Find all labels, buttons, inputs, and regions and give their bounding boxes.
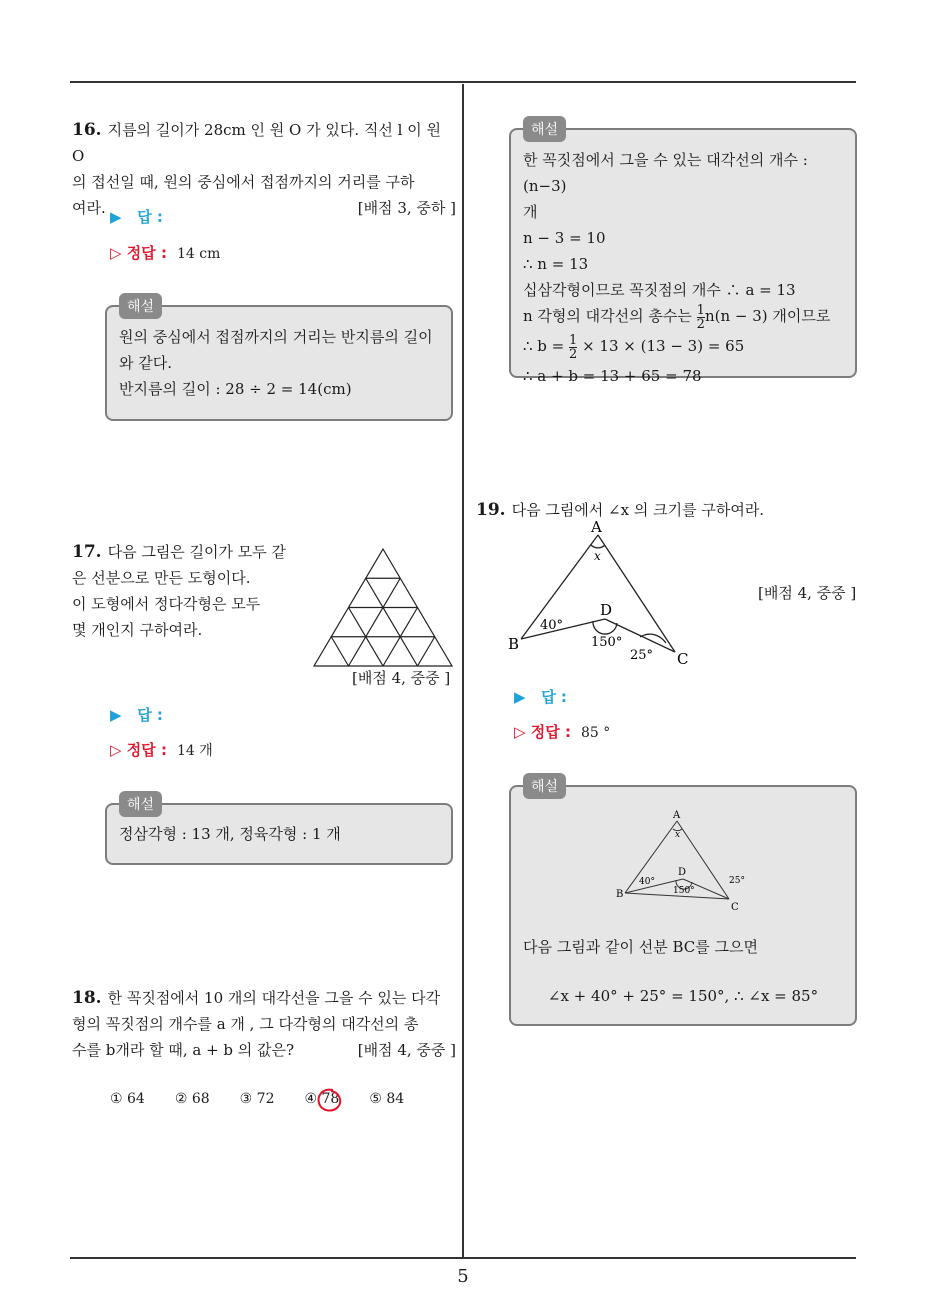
vertex-label-c: C	[677, 650, 689, 668]
explanation-tag: 해설	[523, 773, 566, 799]
score-meta: [배점 3, 중하 ]	[357, 199, 456, 217]
angle-150-label: 150°	[591, 635, 623, 650]
top-rule	[70, 81, 856, 83]
answer-row	[110, 704, 163, 725]
question-text: 수를 b개라 할 때, a + b 의 값은?	[72, 1041, 295, 1059]
question-text: 이 도형에서 정다각형은 모두	[72, 595, 261, 613]
vertex-label-a: A	[673, 810, 681, 821]
explanation-line: ∴ n = 13	[523, 255, 589, 273]
correct-value: 85 °	[580, 725, 611, 741]
choice-3[interactable]: ③ 72	[239, 1091, 275, 1107]
question-18	[72, 985, 456, 1063]
angle-40-label: 40°	[540, 618, 564, 633]
answer-label: 답 :	[137, 706, 163, 724]
score-meta: [배점 4, 중중 ]	[357, 1041, 456, 1059]
correct-answer-row	[110, 242, 220, 263]
angle-40-label: 40°	[639, 877, 655, 887]
fraction: $\frac{1}{2}$	[569, 332, 578, 362]
vertex-label-b: B	[508, 635, 520, 653]
explanation-tag: 해설	[523, 116, 566, 142]
triangle-grid-figure	[308, 545, 458, 670]
angle-25-label: 25°	[630, 648, 654, 663]
angle-figure	[500, 515, 700, 670]
explanation-line: n 각형의 대각선의 총수는 $\frac{1}{2}$ n(n − 3) 개이므로	[523, 302, 831, 332]
answer-row	[514, 686, 567, 707]
explanation-tag: 해설	[119, 293, 162, 319]
triangle-outline-icon: ▷	[514, 723, 526, 741]
question-text: 지름의 길이가 28cm 인 원 O 가 있다. 직선 l 이 원 O	[72, 121, 441, 165]
answer-row	[110, 206, 163, 227]
choice-list	[110, 1091, 434, 1107]
explanation-line: 다음 그림과 같이 선분 BC를 그으면	[523, 938, 758, 956]
explanation-line: 반지름의 길이 : 28 ÷ 2 = 14(cm)	[119, 380, 352, 398]
explanation-tag: 해설	[119, 791, 162, 817]
vertex-label-d: D	[600, 601, 613, 619]
choice-4[interactable]: ④ 78	[304, 1091, 340, 1107]
triangle-outline-icon: ▷	[110, 244, 122, 262]
explanation-line: ∠x + 40° + 25° = 150°, ∴ ∠x = 85°	[547, 987, 819, 1005]
correct-label: 정답 :	[126, 741, 167, 759]
explanation-box	[105, 299, 453, 421]
play-icon: ▶	[110, 706, 122, 724]
question-text: 형의 꼭짓점의 개수를 a 개 , 그 다각형의 대각선의 총	[72, 1015, 419, 1033]
question-17	[72, 539, 312, 643]
answer-circle-mark	[313, 1084, 345, 1116]
question-text: 다음 그림에서 ∠x 의 크기를 구하여라.	[511, 501, 765, 519]
question-text: 몇 개인지 구하여라.	[72, 621, 203, 639]
question-text: 의 접선일 때, 원의 중심에서 접점까지의 거리를 구하	[72, 173, 415, 191]
column-divider	[462, 84, 464, 1257]
vertex-label-c: C	[731, 902, 739, 913]
explanation-line: 십삼각형이므로 꼭짓점의 개수 ∴ a = 13	[523, 281, 796, 299]
correct-answer-row	[514, 721, 610, 742]
fraction: $\frac{1}{2}$	[696, 302, 705, 332]
angle-150-label: 150°	[673, 886, 695, 896]
angle-25-label: 25°	[729, 876, 745, 886]
page-number: 5	[457, 1266, 469, 1287]
correct-label: 정답 :	[126, 244, 167, 262]
explanation-line: 와 같다.	[119, 354, 173, 372]
vertex-label-a: A	[591, 518, 602, 536]
question-number: 19.	[476, 500, 506, 520]
vertex-label-b: B	[616, 889, 624, 900]
question-text: 여라.	[72, 199, 106, 217]
play-icon: ▶	[514, 688, 526, 706]
explanation-line: n − 3 = 10	[523, 229, 606, 247]
bottom-rule	[70, 1257, 856, 1259]
explanation-line: 개	[523, 203, 538, 221]
choice-2[interactable]: ② 68	[174, 1091, 210, 1107]
correct-label: 정답 :	[530, 723, 571, 741]
question-text: 다음 그림은 길이가 모두 같	[107, 543, 287, 561]
explanation-line: ∴ b = $\frac{1}{2}$ × 13 × (13 − 3) = 65	[523, 332, 745, 362]
vertex-label-d: D	[678, 867, 687, 878]
question-text: 은 선분으로 만든 도형이다.	[72, 569, 251, 587]
explanation-box	[105, 797, 453, 865]
choice-1[interactable]: ① 64	[110, 1091, 145, 1107]
correct-answer-row	[110, 739, 213, 760]
explanation-box	[509, 122, 857, 385]
question-number: 16.	[72, 120, 102, 140]
correct-value: 14 cm	[176, 246, 221, 262]
explanation-box	[509, 779, 857, 1026]
explanation-line: 정삼각형 : 13 개, 정육각형 : 1 개	[119, 825, 341, 843]
choice-5[interactable]: ⑤ 84	[369, 1091, 405, 1107]
explanation-line: 한 꼭짓점에서 그을 수 있는 대각선의 개수 : (n−3)	[523, 151, 808, 195]
explanation-line: 원의 중심에서 접점까지의 거리는 반지름의 길이	[119, 328, 433, 346]
answer-label: 답 :	[137, 208, 163, 226]
triangle-outline-icon: ▷	[110, 741, 122, 759]
answer-label: 답 :	[541, 688, 567, 706]
play-icon: ▶	[110, 208, 122, 226]
explanation-figure	[611, 807, 761, 917]
question-number: 18.	[72, 988, 102, 1008]
score-meta: [배점 4, 중중 ]	[352, 669, 451, 687]
question-text: 한 꼭짓점에서 10 개의 대각선을 그을 수 있는 다각	[107, 989, 441, 1007]
correct-value: 14 개	[176, 743, 213, 759]
score-meta: [배점 4, 중중 ]	[758, 584, 857, 602]
angle-x-label: x	[675, 830, 681, 840]
explanation-line: ∴ a + b = 13 + 65 = 78	[523, 367, 702, 385]
question-number: 17.	[72, 542, 102, 562]
angle-x-label: x	[594, 549, 601, 563]
